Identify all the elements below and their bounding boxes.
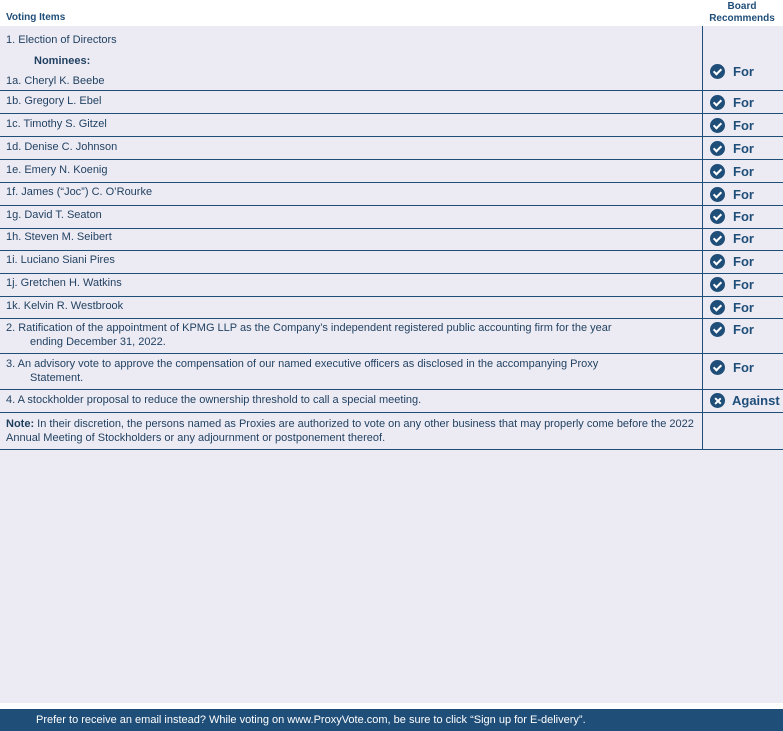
table-row [0, 319, 783, 354]
recommendation-label: For [733, 141, 754, 156]
recommendation [710, 164, 754, 179]
check-circle-icon [710, 118, 725, 133]
note-text [6, 417, 706, 445]
nominee-label: 1e. Emery N. Koenig [6, 164, 108, 176]
recommendation-label: For [733, 254, 754, 269]
recommendation-label: For [733, 277, 754, 292]
table-row [0, 160, 783, 183]
x-circle-icon [710, 393, 725, 408]
recommendation [710, 209, 754, 224]
table-row [0, 390, 783, 413]
check-circle-icon [710, 64, 725, 79]
voting-items-heading: Voting Items [6, 12, 66, 23]
recommendation-label: For [733, 322, 754, 337]
table-row [0, 183, 783, 206]
note-label: Note: [6, 418, 35, 430]
check-circle-icon [710, 231, 725, 246]
recommendation-label: For [733, 300, 754, 315]
recommendation-label: For [733, 95, 754, 110]
recommendation [710, 231, 754, 246]
table-row [0, 137, 783, 160]
recommendation [710, 277, 754, 292]
election-title: 1. Election of Directors [6, 34, 117, 46]
recommendation-label: For [733, 231, 754, 246]
nominees-label: Nominees: [34, 55, 91, 67]
nominee-label: 1b. Gregory L. Ebel [6, 95, 102, 107]
check-circle-icon [710, 300, 725, 315]
table-row [0, 206, 783, 229]
table-row [0, 114, 783, 137]
recommendation-label: Against [732, 393, 780, 408]
nominee-label: 1j. Gretchen H. Watkins [6, 277, 122, 289]
check-circle-icon [710, 277, 725, 292]
recommendation [710, 254, 754, 269]
nominee-label: 1i. Luciano Siani Pires [6, 254, 115, 266]
check-circle-icon [710, 322, 725, 337]
recommendation-label: For [733, 64, 754, 79]
footer-text: Prefer to receive an email instead? While voting on www.ProxyVote.com, be sure to click “Sign up for E-delivery”. [36, 714, 586, 726]
table-row [0, 91, 783, 114]
recommendation-label: For [733, 164, 754, 179]
recommendation [710, 300, 754, 315]
recommendation-label: For [733, 118, 754, 133]
recommendation [710, 64, 754, 79]
table-header [0, 0, 783, 26]
check-circle-icon [710, 209, 725, 224]
nominee-label: 1h. Steven M. Seibert [6, 231, 112, 243]
nominee-label: 1d. Denise C. Johnson [6, 141, 118, 153]
nominee-label: 1a. Cheryl K. Beebe [6, 75, 105, 87]
note-body: In their discretion, the persons named as Proxies are authorized to vote on any other business that may properly come before the 2022 Annual Meeting of Stockholders or any adjournment or postponement thereof. [6, 418, 694, 444]
table-row [0, 26, 783, 91]
table-row [0, 274, 783, 297]
recommendation-label: For [733, 209, 754, 224]
table-row [0, 251, 783, 274]
board-recommends-heading: Board Recommends [709, 1, 775, 24]
recommendation [710, 360, 754, 375]
recommendation [710, 118, 754, 133]
nominee-label: 1k. Kelvin R. Westbrook [6, 300, 124, 312]
check-circle-icon [710, 95, 725, 110]
check-circle-icon [710, 141, 725, 156]
proposal-text: 3. An advisory vote to approve the compensation of our named executive officers as disclosed in the accompanying Proxy [6, 358, 599, 370]
recommendation [710, 322, 754, 337]
check-circle-icon [710, 164, 725, 179]
recommendation-label: For [733, 360, 754, 375]
proposal-text-continued: ending December 31, 2022. [30, 336, 166, 348]
footer-banner [0, 709, 783, 731]
table-row [0, 354, 783, 390]
nominee-label: 1f. James (“Joc”) C. O’Rourke [6, 186, 153, 198]
nominee-label: 1c. Timothy S. Gitzel [6, 118, 107, 130]
nominee-label: 1g. David T. Seaton [6, 209, 102, 221]
recommendation [710, 187, 754, 202]
check-circle-icon [710, 254, 725, 269]
check-circle-icon [710, 360, 725, 375]
table-row [0, 297, 783, 319]
check-circle-icon [710, 187, 725, 202]
recommendation [710, 95, 754, 110]
divider [0, 449, 783, 450]
proposal-text: 2. Ratification of the appointment of KPMG LLP as the Company’s independent registered public accounting firm for the year [6, 322, 612, 334]
recommendation [710, 393, 780, 408]
proposal-text: 4. A stockholder proposal to reduce the ownership threshold to call a special meeting. [6, 394, 422, 406]
proposal-text-continued: Statement. [30, 372, 84, 384]
recommendation [710, 141, 754, 156]
recommendation-label: For [733, 187, 754, 202]
table-row [0, 229, 783, 251]
